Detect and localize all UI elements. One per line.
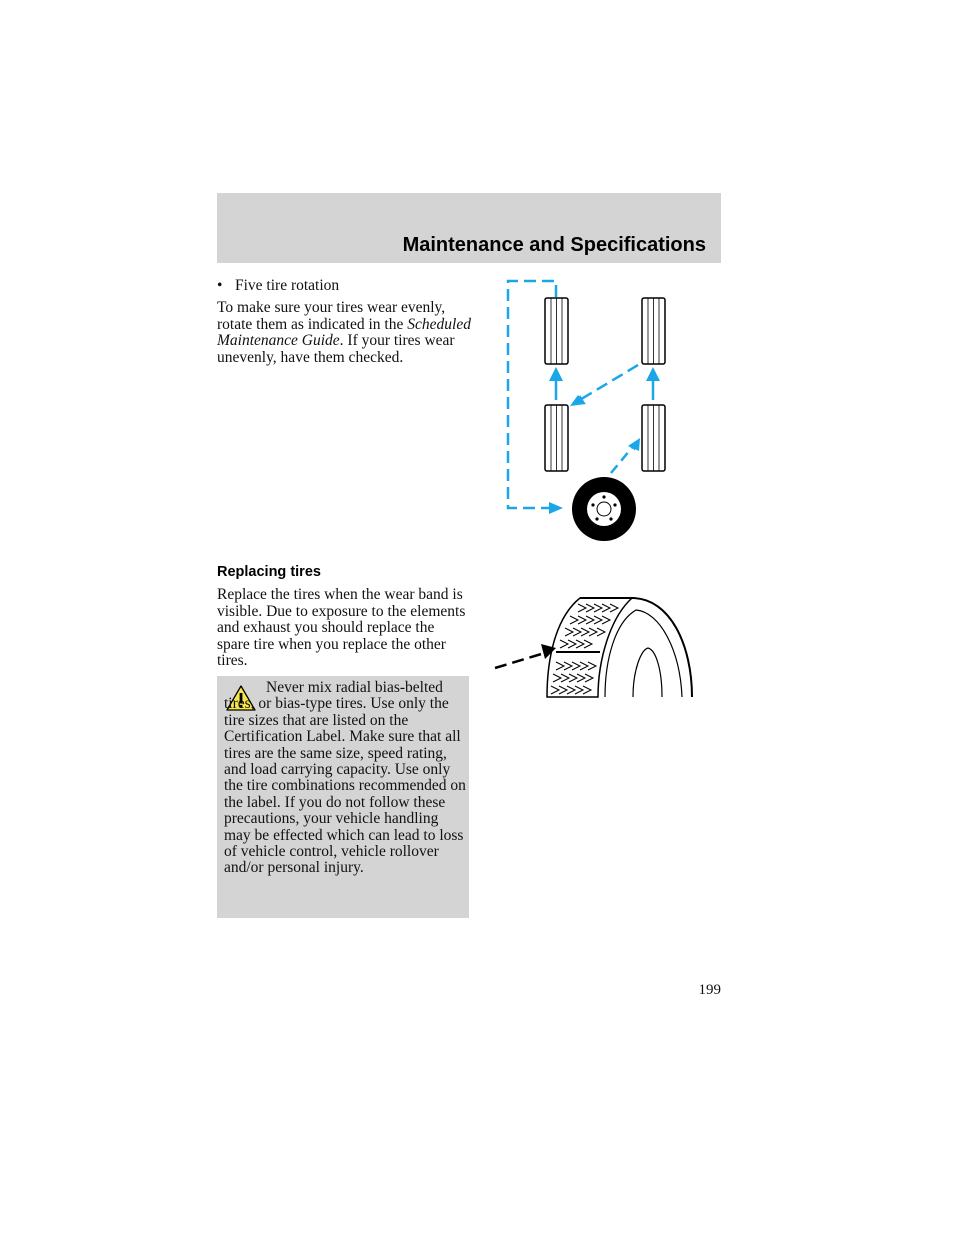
intro-text-before: To make sure your tires wear evenly, rotate them as indicated in the bbox=[217, 299, 446, 333]
bullet-text: Five tire rotation bbox=[235, 277, 340, 294]
scheduled-maintenance-guide-ref: Scheduled Maintenance Guide bbox=[217, 315, 471, 349]
intro-text-after: . If your tires wear unevenly, have them checked. bbox=[217, 332, 455, 366]
bullet-marker: • bbox=[217, 277, 223, 294]
wear-band-pointer-arrow bbox=[495, 644, 556, 668]
replacing-tires-paragraph: Replace the tires when the wear band is visible. Due to exposure to the elements and exhaust you should replace the spare tire when you replace the other tires. bbox=[217, 586, 466, 669]
page-number: 199 bbox=[698, 982, 721, 998]
replacing-tires-heading: Replacing tires bbox=[217, 564, 321, 580]
warning-box bbox=[217, 676, 469, 918]
page-title: Maintenance and Specifications bbox=[402, 234, 706, 256]
warning-text: Never mix radial bias-belted tires, or bias-type tires. Use only the tire sizes that are listed on the Certification Label. Make sure that all tires are the same size, speed rating, and load carrying capacity. Use only the tire combinations recommended on the label. If you do not follow these precautions, your vehicle handling may be effected which can lead to loss of vehicle control, vehicle rollover and/or personal injury. bbox=[224, 679, 466, 877]
